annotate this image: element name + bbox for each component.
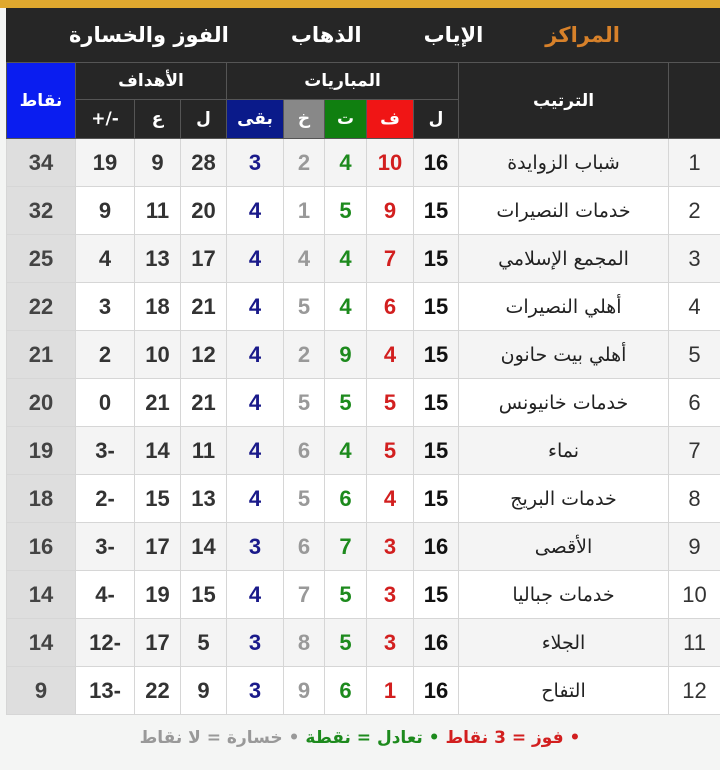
cell-rank: 6 — [669, 379, 720, 427]
cell-lost: 8 — [284, 619, 325, 667]
table-row[interactable] — [7, 667, 720, 715]
cell-goal-difference: 3- — [76, 427, 135, 475]
cell-played: 15 — [414, 427, 459, 475]
header-remaining[interactable]: بقى — [227, 100, 284, 139]
cell-remaining: 3 — [227, 667, 284, 715]
cell-team-name[interactable]: شباب الزوايدة — [459, 139, 669, 187]
cell-drawn: 7 — [325, 523, 367, 571]
cell-goal-difference: 13- — [76, 667, 135, 715]
cell-points: 18 — [7, 475, 76, 523]
cell-rank: 10 — [669, 571, 720, 619]
view-tabs — [6, 8, 720, 62]
cell-remaining: 4 — [227, 427, 284, 475]
cell-team-name[interactable]: المجمع الإسلامي — [459, 235, 669, 283]
tab-first-leg[interactable]: الذهاب — [290, 23, 362, 47]
cell-won: 3 — [367, 619, 414, 667]
cell-lost: 7 — [284, 571, 325, 619]
cell-drawn: 4 — [325, 139, 367, 187]
cell-remaining: 4 — [227, 379, 284, 427]
cell-points: 22 — [7, 283, 76, 331]
cell-rank: 8 — [669, 475, 720, 523]
cell-goals-against: 9 — [135, 139, 181, 187]
cell-won: 7 — [367, 235, 414, 283]
cell-played: 15 — [414, 187, 459, 235]
header-standing: الترتيب — [459, 63, 669, 139]
cell-goals-for: 14 — [181, 523, 227, 571]
header-played[interactable]: ل — [414, 100, 459, 139]
cell-team-name[interactable]: نماء — [459, 427, 669, 475]
cell-drawn: 6 — [325, 667, 367, 715]
cell-won: 5 — [367, 379, 414, 427]
cell-played: 16 — [414, 619, 459, 667]
cell-remaining: 4 — [227, 283, 284, 331]
table-row[interactable] — [7, 187, 720, 235]
cell-goals-for: 20 — [181, 187, 227, 235]
cell-played: 16 — [414, 523, 459, 571]
cell-won: 3 — [367, 571, 414, 619]
cell-goals-against: 21 — [135, 379, 181, 427]
header-drawn[interactable]: ت — [325, 100, 367, 139]
cell-team-name[interactable]: أهلي بيت حانون — [459, 331, 669, 379]
header-goals-against[interactable]: ع — [135, 100, 181, 139]
cell-goals-against: 11 — [135, 187, 181, 235]
cell-rank: 1 — [669, 139, 720, 187]
cell-drawn: 5 — [325, 379, 367, 427]
cell-goal-difference: 2 — [76, 331, 135, 379]
cell-played: 15 — [414, 331, 459, 379]
cell-drawn: 4 — [325, 283, 367, 331]
header-rank — [669, 63, 720, 139]
cell-drawn: 5 — [325, 187, 367, 235]
header-lost[interactable]: خ — [284, 100, 325, 139]
cell-lost: 5 — [284, 379, 325, 427]
cell-rank: 7 — [669, 427, 720, 475]
cell-points: 14 — [7, 619, 76, 667]
cell-goals-against: 22 — [135, 667, 181, 715]
cell-team-name[interactable]: خدمات خانيونس — [459, 379, 669, 427]
cell-played: 15 — [414, 475, 459, 523]
cell-goals-for: 5 — [181, 619, 227, 667]
cell-lost: 6 — [284, 523, 325, 571]
tab-win-loss[interactable]: الفوز والخسارة — [69, 23, 229, 47]
cell-goals-against: 17 — [135, 619, 181, 667]
cell-team-name[interactable]: أهلي النصيرات — [459, 283, 669, 331]
legend-loss: • خسارة = لا نقاط — [139, 728, 300, 748]
cell-team-name[interactable]: خدمات النصيرات — [459, 187, 669, 235]
cell-won: 4 — [367, 331, 414, 379]
cell-played: 16 — [414, 139, 459, 187]
cell-lost: 4 — [284, 235, 325, 283]
table-row[interactable] — [7, 331, 720, 379]
cell-played: 15 — [414, 283, 459, 331]
cell-goal-difference: 0 — [76, 379, 135, 427]
cell-goal-difference: 2- — [76, 475, 135, 523]
table-row[interactable] — [7, 619, 720, 667]
cell-remaining: 3 — [227, 139, 284, 187]
table-row[interactable] — [7, 427, 720, 475]
cell-goals-for: 9 — [181, 667, 227, 715]
cell-points: 19 — [7, 427, 76, 475]
cell-rank: 2 — [669, 187, 720, 235]
header-goals-for[interactable]: ل — [181, 100, 227, 139]
cell-goals-for: 12 — [181, 331, 227, 379]
cell-lost: 9 — [284, 667, 325, 715]
table-row[interactable] — [7, 523, 720, 571]
cell-goal-difference: 3- — [76, 523, 135, 571]
cell-team-name[interactable]: خدمات البريج — [459, 475, 669, 523]
cell-goals-for: 17 — [181, 235, 227, 283]
tab-standings[interactable]: المراكز — [545, 23, 620, 47]
cell-goals-for: 21 — [181, 283, 227, 331]
cell-won: 10 — [367, 139, 414, 187]
cell-points: 9 — [7, 667, 76, 715]
cell-remaining: 4 — [227, 235, 284, 283]
cell-goals-for: 11 — [181, 427, 227, 475]
cell-goals-against: 19 — [135, 571, 181, 619]
cell-points: 21 — [7, 331, 76, 379]
cell-rank: 3 — [669, 235, 720, 283]
cell-remaining: 4 — [227, 331, 284, 379]
cell-points: 25 — [7, 235, 76, 283]
cell-goal-difference: 4- — [76, 571, 135, 619]
cell-remaining: 3 — [227, 523, 284, 571]
table-row[interactable] — [7, 571, 720, 619]
cell-lost: 5 — [284, 475, 325, 523]
cell-lost: 1 — [284, 187, 325, 235]
cell-points: 14 — [7, 571, 76, 619]
cell-drawn: 4 — [325, 235, 367, 283]
cell-goals-against: 18 — [135, 283, 181, 331]
cell-goals-for: 21 — [181, 379, 227, 427]
cell-drawn: 5 — [325, 571, 367, 619]
cell-played: 15 — [414, 235, 459, 283]
cell-goals-against: 10 — [135, 331, 181, 379]
cell-lost: 2 — [284, 139, 325, 187]
cell-rank: 5 — [669, 331, 720, 379]
table-row[interactable] — [7, 475, 720, 523]
cell-goals-against: 14 — [135, 427, 181, 475]
cell-drawn: 5 — [325, 619, 367, 667]
cell-remaining: 3 — [227, 619, 284, 667]
cell-points: 16 — [7, 523, 76, 571]
cell-points: 34 — [7, 139, 76, 187]
header-goal-difference[interactable]: +/- — [76, 100, 135, 139]
cell-rank: 11 — [669, 619, 720, 667]
cell-played: 15 — [414, 571, 459, 619]
tab-second-leg[interactable]: الإياب — [423, 23, 484, 47]
cell-remaining: 4 — [227, 187, 284, 235]
standings-table — [6, 62, 720, 715]
cell-drawn: 4 — [325, 427, 367, 475]
cell-goal-difference: 19 — [76, 139, 135, 187]
cell-lost: 5 — [284, 283, 325, 331]
cell-won: 6 — [367, 283, 414, 331]
cell-played: 16 — [414, 667, 459, 715]
header-points[interactable]: نقاط — [7, 63, 76, 139]
cell-remaining: 4 — [227, 475, 284, 523]
cell-played: 15 — [414, 379, 459, 427]
header-matches: المباريات — [227, 63, 459, 100]
legend-win: • فوز = 3 نقاط — [445, 728, 581, 748]
cell-won: 3 — [367, 523, 414, 571]
cell-rank: 12 — [669, 667, 720, 715]
table-row[interactable] — [7, 283, 720, 331]
cell-points: 32 — [7, 187, 76, 235]
top-accent-bar — [0, 0, 720, 8]
cell-won: 5 — [367, 427, 414, 475]
cell-goal-difference: 12- — [76, 619, 135, 667]
table-row[interactable] — [7, 379, 720, 427]
cell-team-name[interactable]: التفاح — [459, 667, 669, 715]
cell-goals-against: 13 — [135, 235, 181, 283]
header-won[interactable]: ف — [367, 100, 414, 139]
cell-won: 4 — [367, 475, 414, 523]
cell-points: 20 — [7, 379, 76, 427]
cell-team-name[interactable]: الأقصى — [459, 523, 669, 571]
cell-goal-difference: 3 — [76, 283, 135, 331]
cell-remaining: 4 — [227, 571, 284, 619]
cell-drawn: 6 — [325, 475, 367, 523]
cell-goal-difference: 4 — [76, 235, 135, 283]
cell-team-name[interactable]: الجلاء — [459, 619, 669, 667]
table-row[interactable] — [7, 235, 720, 283]
cell-lost: 6 — [284, 427, 325, 475]
cell-goals-against: 17 — [135, 523, 181, 571]
cell-goal-difference: 9 — [76, 187, 135, 235]
cell-won: 1 — [367, 667, 414, 715]
cell-goals-for: 15 — [181, 571, 227, 619]
cell-goals-against: 15 — [135, 475, 181, 523]
cell-team-name[interactable]: خدمات جباليا — [459, 571, 669, 619]
cell-rank: 4 — [669, 283, 720, 331]
header-goals: الأهداف — [76, 63, 227, 100]
cell-lost: 2 — [284, 331, 325, 379]
legend-draw: • تعادل = نقطة — [305, 728, 440, 748]
table-row[interactable] — [7, 139, 720, 187]
cell-drawn: 9 — [325, 331, 367, 379]
cell-goals-for: 28 — [181, 139, 227, 187]
cell-won: 9 — [367, 187, 414, 235]
cell-rank: 9 — [669, 523, 720, 571]
cell-goals-for: 13 — [181, 475, 227, 523]
points-legend — [0, 728, 720, 748]
